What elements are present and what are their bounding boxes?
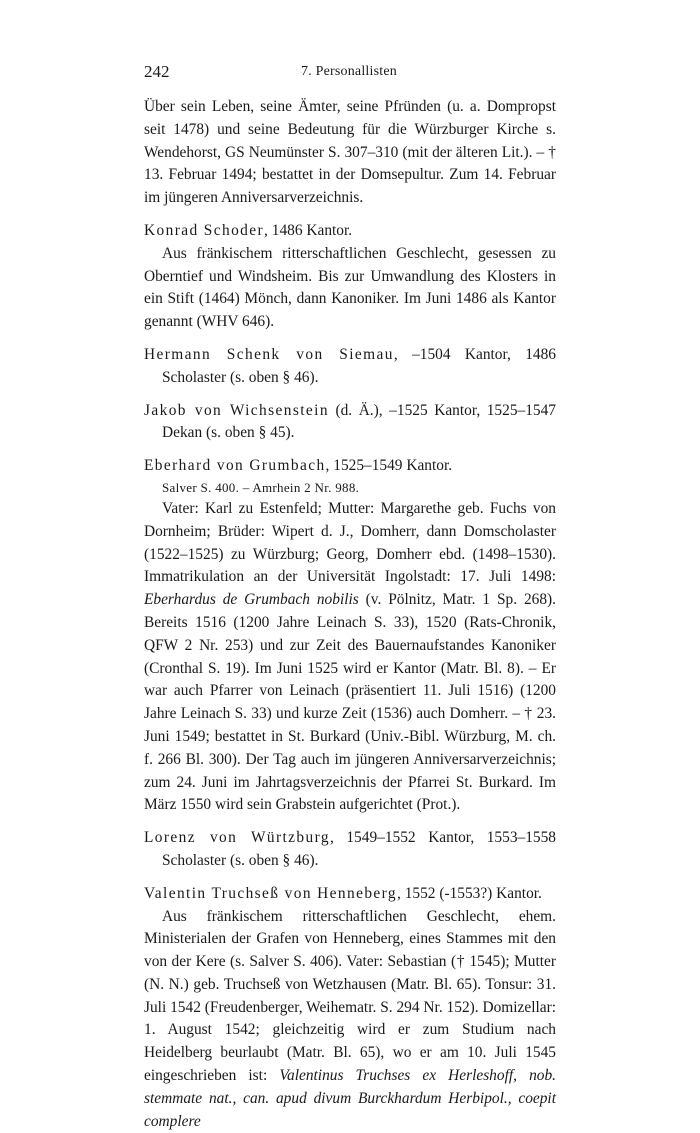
entry-info: (d. Ä.), –1525 Kantor, 1525–1547 Dekan (s. oben § 45). <box>162 402 556 442</box>
page-body <box>144 96 556 1133</box>
entry-info: , –1504 Kantor, 1486 Scholaster (s. oben § 46). <box>162 346 556 386</box>
entry-heading-grumbach <box>144 455 556 478</box>
entry-name: Lorenz von Würtzburg <box>144 829 330 846</box>
text-segment: Aus fränkischem ritterschaftlichen Geschlecht, ehem. Ministerialen der Grafen von Henneberg, eines Stammes mit den von der Kere (s. Salver S. 406). Vater: Sebastian († 1545); Mutter (N. N.) geb. Truchseß von Wetzhausen (Matr. Bl. 65). Tonsur: 31. Juli 1542 (Freudenberger, Weihematr. S. 294 Nr. 152). Domizellar: 1. August 1542; gleichzeitig wird er zum Studium nach Heidelberg beurlaubt (Matr. Bl. 65), wo er am 10. Juli 1545 eingeschrieben ist: <box>144 908 556 1085</box>
entry-text-truchsess <box>144 906 556 1133</box>
entry-heading-wichsenstein <box>144 400 556 446</box>
page-header <box>144 62 554 86</box>
entry-info: , 1525–1549 Kantor. <box>326 457 453 474</box>
italic-quote: Valentinus Truchses ex Herleshoff, nob. stemmate nat., can. apud divum Burckhardum Herbipol., coepit complere <box>144 1067 556 1130</box>
entry-heading-schenk <box>144 344 556 390</box>
entry-text-grumbach <box>144 498 556 817</box>
entry-heading-wurtzburg <box>144 827 556 873</box>
page-number: 242 <box>144 62 170 82</box>
entry-bibliography-grumbach: Salver S. 400. – Amrhein 2 Nr. 988. <box>144 478 556 498</box>
entry-heading-schoder <box>144 220 556 243</box>
entry-info: , 1552 (-1553?) Kantor. <box>397 885 542 902</box>
entry-name: Konrad Schoder <box>144 222 264 239</box>
entry-name: Jakob von Wichsenstein <box>144 402 329 419</box>
entry-name: Eberhard von Grumbach <box>144 457 326 474</box>
entry-info: , 1486 Kantor. <box>264 222 352 239</box>
running-title: 7. Personallisten <box>144 64 554 80</box>
italic-quote: Eberhardus de Grumbach nobilis <box>144 591 359 608</box>
entry-text-schoder: Aus fränkischem ritterschaftlichen Geschlecht, gesessen zu Oberntief und Windsheim. Bis zur Umwandlung des Klosters in ein Stift (1464) Mönch, dann Kanoniker. Im Juni 1486 als Kantor genannt (WHV 646). <box>144 243 556 334</box>
entry-name: Hermann Schenk von Siemau <box>144 346 394 363</box>
entry-name: Valentin Truchseß von Henneberg <box>144 885 397 902</box>
text-segment: (v. Pölnitz, Matr. 1 Sp. 268). Bereits 1516 (1200 Jahre Leinach S. 33), 1520 (Rats-Chronik, QFW 2 Nr. 253) und zur Zeit des Bauernaufstandes Kanoniker (Cronthal S. 19). Im Juni 1525 wird er Kantor (Matr. Bl. 8). – Er war auch Pfarrer von Leinach (präsentiert 11. Juli 1516) (1200 Jahre Leinach S. 33) und kurze Zeit (1536) auch Domherr. – † 23. Juni 1549; bestattet in St. Burkard (Univ.-Bibl. Würzburg, M. ch. f. 266 Bl. 300). Der Tag auch im jüngeren Anniversarverzeichnis; zum 24. Juni im Jahrtagsverzeichnis der Pfarrei St. Burkard. Im März 1550 wird sein Grabstein aufgerichtet (Prot.). <box>144 591 556 813</box>
intro-paragraph: Über sein Leben, seine Ämter, seine Pfründen (u. a. Dompropst seit 1478) und seine Bedeutung für die Würzburger Kirche s. Wendehorst, GS Neumünster S. 307–310 (mit der älteren Lit.). – † 13. Februar 1494; bestattet in der Domsepultur. Zum 14. Februar im jüngeren Anniversarverzeichnis. <box>144 96 556 210</box>
entry-heading-truchsess <box>144 883 556 906</box>
entry-info: , 1549–1552 Kantor, 1553–1558 Scholaster (s. oben § 46). <box>162 829 556 869</box>
text-segment: Vater: Karl zu Estenfeld; Mutter: Margarethe geb. Fuchs von Dornheim; Brüder: Wipert d. J., Domherr, dann Domscholaster (1522–1525) zu Würzburg; Georg, Domherr ebd. (1498–1530). Immatrikulation an der Universität Ingolstadt: 17. Juli 1498: <box>144 500 556 585</box>
